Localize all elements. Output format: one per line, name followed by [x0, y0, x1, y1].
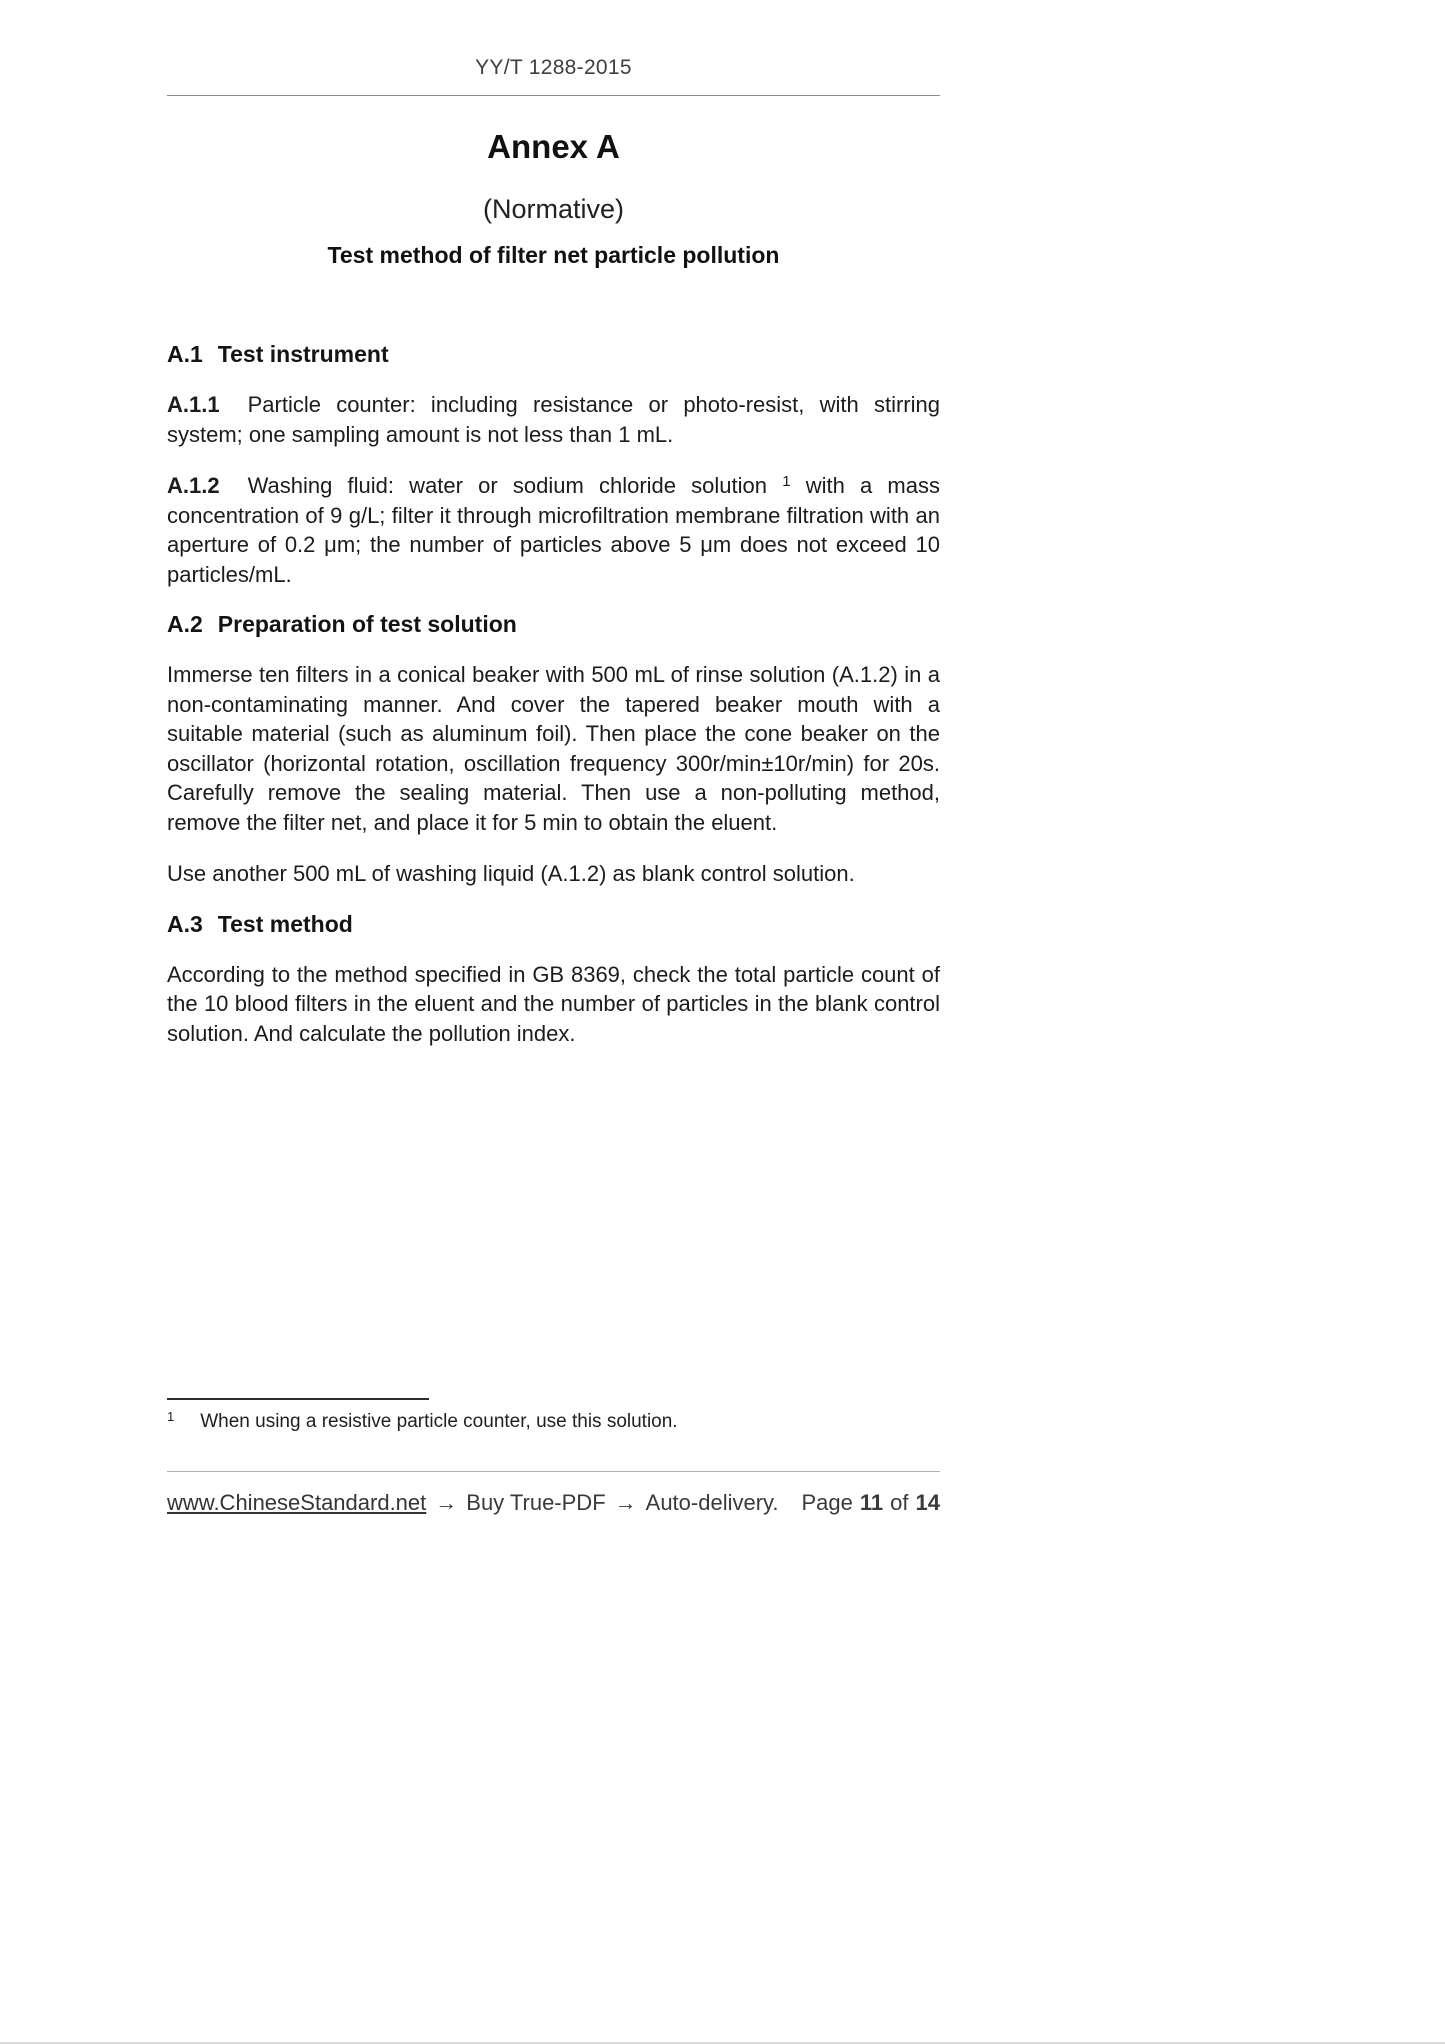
- page-current: 11: [859, 1490, 884, 1515]
- doc-number: YY/T 1288-2015: [475, 56, 632, 79]
- page-footer: [167, 1490, 940, 1516]
- footnote-area: [167, 1398, 940, 1434]
- header-divider: [167, 95, 940, 96]
- footer-source-line: [167, 1490, 779, 1516]
- footnote-text: When using a resistive particle counter, use this solution.: [200, 1411, 678, 1432]
- of-label: of: [890, 1490, 909, 1515]
- clause-text: Particle counter: including resistance or photo-resist, with stirring system; one sampling amount is not less than 1 mL.: [167, 392, 940, 447]
- arrow-icon: →: [614, 1490, 637, 1515]
- section-title: Test instrument: [217, 341, 389, 367]
- annex-normative-label: (Normative): [482, 194, 624, 224]
- clause-number: A.1.2: [167, 473, 220, 498]
- page-label: Page: [801, 1490, 853, 1515]
- auto-delivery-label: Auto-delivery.: [645, 1490, 779, 1515]
- section-heading-a1: [167, 341, 940, 368]
- clause-text-after-ref: with a mass concentration of 9 g/L; filter it through microfiltration membrane filtration with an aperture of 0.2 μm; the number of particles above 5 μm does not exceed 10 particles/mL.: [167, 473, 940, 587]
- annex-subtitle: Test method of filter net particle pollution: [327, 242, 780, 268]
- paragraph-a1-2: [167, 471, 940, 589]
- clause-text-before-ref: Washing fluid: water or sodium chloride solution: [247, 473, 768, 498]
- paragraph-a2-1: Immerse ten filters in a conical beaker with 500 mL of rinse solution (A.1.2) in a non-contaminating manner. And cover the tapered beaker mouth with a suitable material (such as aluminum foil). Then place the cone beaker on the oscillator (horizontal rotation, oscillation frequency 300r/min±10r/min) for 20s. Carefully remove the sealing material. Then use a non-polluting method, remove the filter net, and place it for 5 min to obtain the eluent.: [167, 662, 940, 835]
- page-indicator: [802, 1490, 941, 1516]
- footer-divider: [167, 1471, 940, 1472]
- content-column: [167, 0, 940, 1048]
- paragraph-a3-1: According to the method specified in GB 8369, check the total particle count of the 10 blood filters in the eluent and the number of particles in the blank control solution. And calculate the pollution index.: [167, 961, 940, 1046]
- clause-number: A.1.1: [167, 392, 220, 417]
- section-title: Preparation of test solution: [217, 611, 517, 637]
- section-number: A.1: [167, 341, 203, 367]
- paragraph-a2-2: Use another 500 mL of washing liquid (A.1.2) as blank control solution.: [167, 861, 855, 886]
- page-total: 14: [915, 1490, 940, 1515]
- arrow-icon: →: [435, 1490, 458, 1515]
- section-heading-a2: [167, 611, 940, 638]
- annex-title: Annex A: [487, 128, 620, 165]
- footnote-marker: 1: [167, 1409, 175, 1424]
- section-heading-a3: [167, 911, 940, 938]
- section-number: A.2: [167, 611, 203, 637]
- section-title: Test method: [217, 910, 353, 937]
- paragraph-a1-1: [167, 390, 940, 449]
- footnote: [167, 1410, 940, 1434]
- buy-pdf-label: Buy True-PDF: [466, 1490, 606, 1515]
- doc-header: [167, 0, 940, 80]
- footnote-divider: [167, 1398, 429, 1400]
- site-link[interactable]: www.ChineseStandard.net: [167, 1490, 427, 1515]
- section-number: A.3: [167, 910, 203, 937]
- footnote-reference: 1: [782, 473, 791, 490]
